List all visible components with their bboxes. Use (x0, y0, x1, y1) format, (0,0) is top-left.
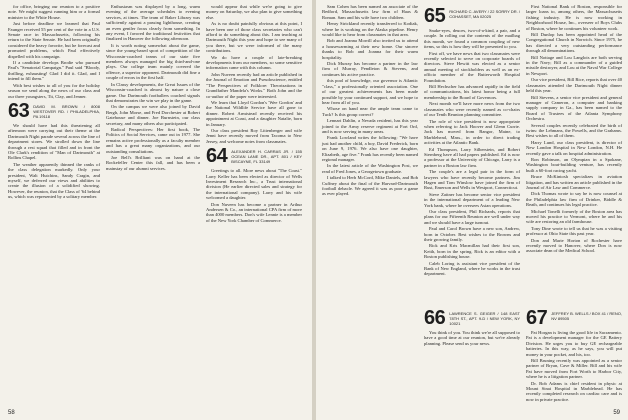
paragraph: Bill Bruning recently was appointed as a senior partner of Bryan, Cave & Miller. Bill and his wife Pat have moved from Fort Worth to Harbor City, where he is a litigation partner. (526, 358, 622, 380)
paragraph: We do have a couple of late-breaking developments from our members, so some sensitive information came with this column. (206, 54, 302, 71)
paragraph: The role of vice president is now appropriate when referring to Jack Hoover and Glenn Currie. Jack has moved from Bangor, Maine, to Marblehead, Mass., in order to direct trading activities at the Atlantic Bank. (424, 118, 520, 146)
class-secretary-address: DAVID M. BROWN / 8008 WESTOVER RD. / PHILADELPHIA, PA 19118 (33, 103, 100, 119)
class-number: 67 (526, 307, 548, 329)
page-number-left: 58 (8, 410, 15, 416)
paragraph: First off, we have news that two classmates were recently selected to serve on corporate boards of directors. Steve Hewitt was elected as a senior annual meeting of stockholders as well as an ex-officio member of the Butterworth Hospital Foundation. (424, 50, 520, 83)
paragraph: Steve Zaitner has become senior vice president in the international department of a leading New York bank, where he oversees Asian operations. (424, 191, 520, 208)
left-page (0, 0, 312, 420)
class-entry-67 (526, 309, 622, 327)
paragraph: Dick Murray has become a partner in the law firm of Murray, Pendleton & Stevens, and continues his active practice. (322, 61, 418, 77)
column-4 (322, 4, 418, 198)
class-number: 66 (424, 307, 446, 329)
paragraph: Several couples recently celebrated the birth of twins: the Lehmans, the Powells, and the Grahams. Best wishes to all of them. (526, 122, 622, 139)
paragraph: First National Bank of Boston, responsible for larger loans to, among others, the Massachusetts fishing industry. He is now working in Neighborhood House, Inc., overseer of Boys Clubs of Boston, where he continues his volunteer work. (526, 4, 622, 31)
paragraph: Bill Dunlop has been appointed head of the Congregational Church in Norwich. Since 1975, he has directed a very outstanding performance through all denominations. (526, 32, 622, 54)
class-number: 64 (206, 145, 228, 168)
paragraph: Bill Nottage and Lou Langlois are both serving in the Navy; Bill as a commander of a guided missile destroyer, and Lou at the Naval War College in Newport. (526, 54, 622, 76)
paragraph: In the latest article of the Washington Post, we read of Fred Jones, a Georgetown graduate. (322, 163, 418, 174)
paragraph: If a candidate develops Brodie who pursued Paul's "Senatorial Campaign." Paul said "Bloody, thrilling, exhausting! Glad I did it. Glad, and I intend to fill them." (8, 60, 100, 82)
paragraph: would appear that while we're going to give money on Saturday, we also plan to give something else. (206, 4, 302, 20)
paragraph: I talked to Herb McCord, Mike Daniels, and Bob Cuffney about the final of the Harvard-Dartmouth football debacle. We agreed it was as poor a game as ever played. (322, 175, 418, 197)
paragraph: In Classy developments, the Great Issues of the Wisconsin-coached is almost by nature a close game. Our Dartmouth footballers coached signals that demonstrates the win we play in the game. (106, 81, 200, 103)
paragraph: Next month we'll have more news from the two classmates who were recently named as co-chairs of our Tenth Reunion planning committee. (424, 101, 520, 118)
paragraph: Sam Cohen has been named an associate of the Bedford, Massachusetts law firm of Haas & Roman. Sam and his wife have two children. (322, 4, 418, 20)
class-entry-64 (206, 145, 302, 168)
column-5 (424, 4, 520, 278)
paragraph: Ron Robinson, an Olympian in a Spokane, Washington boat-building venture, has recently built a 60-foot racing yacht. (526, 156, 622, 173)
paragraph: Snake-eyes, deuces, two-of-a-kind, a pair, and a couple. In rolling out the contents of the mailbag this month, we found a common coupling of new items, so this is how they will be presented to you. (424, 28, 520, 50)
paragraph: this pool of knowledge, our governor is Atlantic "class," a professionally oriented association. One of our greatest achievements has been made possible by your continued support, and we hope to hear from all of you. (322, 78, 418, 105)
paragraph: Our class president Roy Littenberger and wife Jenni have recently moved from Tacoma to New Jersey, and welcome notes from classmates. (206, 127, 302, 144)
class-secretary-address: LAWRENCE S. GEIGER / 148 EAST 78TH ST., APT. 9-D / NEW YORK, NY 10021 (449, 311, 520, 326)
paragraph: Our vice president, Bill Rice, reports that over 40 classmates attended the Dartmouth Night dinner held this year. (526, 77, 622, 94)
column-3 (206, 4, 302, 224)
paragraph: On the campus we were also joined by David Bergh, John Morse, and Fred Dorchester at Robert Gatehouse and dinner. Joe Burnstein, our class secretary, and many others also participated. (106, 104, 200, 126)
paragraph: John Nuveen recently had an article published in the Journal of Emotion and Pseudoscience, entitled "The Perspectives of Folklore: Theorizations in Grandfather Mandela's Works." Both John and the co-author of the paper were interested. (206, 71, 302, 99)
paragraph: Don Nuveen has become a partner in Arthur Andersen & Co., an international CPA firm of more than 4000 members. Don's wife Lennie is a member of the New York Chamber of Commerce. (206, 201, 302, 223)
paragraph: Bill Stevens, a senior vice president and general manager of Cameron, a computer and banking supply company in Ga., has been named to the Board of Trustees of the Atlanta Symphony Orchestra. (526, 94, 622, 122)
paragraph: Lennart Dahlin, a Nevada resident, has this year joined to the Army reserve regiment at Fort Ord, and is now serving in many areas. (322, 118, 418, 134)
column-6-bottom (526, 306, 622, 403)
paragraph: Don and Marie Horton of Rochester have recently moved to Hanover, where Don is now associate dean of the Medical School. (526, 237, 622, 254)
column-1 (8, 4, 100, 201)
paragraph: It is worth noting somewhat about the game, since the young-based sport of competition of the Wisconsin-coached teams of our state five members always managed the big third-and-one plays. Our college team mainly covered the offence, a superior opponent. Dartmouth did fine a couple of errors in the first half. (106, 42, 200, 81)
paragraph: Frank Lowland writes the following: "We have just had another child, a boy, David Frederick, born on June 9, 1976. We also have one daughter, Elizabeth, age five." Frank has recently been named regional manager. (322, 135, 418, 162)
paragraph: Joe Bell's Brilliant was on hand at the Rockefeller Center this fall, and has been a mainstay of our alumni services. (106, 154, 200, 171)
class-secretary-address: ALEXANDER H. CARRAS JR. / 155 OCEAN LANE DR., APT. 801 / KEY BISCAYNE, FL 33149 (231, 149, 302, 164)
paragraph: Paul and Carol Brown have a new son, Andrew, born in October. Best wishes to the Browns and their growing family. (424, 226, 520, 243)
paragraph: Ed Thompson, Larry Silberstein, and Robert Sternberg have all had papers published. Ed is now a professor at the University of Chicago, Larry is a partner in a Boston law firm. (424, 146, 520, 168)
paragraph: You think of you. You think we're all supposed to have a good time at our reunion, but we're already planning. Please send us your news. (424, 330, 520, 346)
paragraph: With best wishes to all of you for the holiday season we send along the news of our class and our three youngsters, Tit, Clay, and Jenner. (8, 82, 100, 99)
paragraph: Radical Perspectives: Her first book, The Politics of Social Services, came out in 1977. She remains active professionally as a faculty member and has a great many organizations, and our outstanding consultations. (106, 126, 200, 154)
paragraph: Bob and Joanna Morrill also invited us to attend a housewarming at their new home. Our sincere thanks to Bob and Joanna for their warm hospitality. (322, 38, 418, 60)
column-6 (526, 4, 622, 255)
class-secretary-address: JEFFREY B. WELLS / BOX 41 / RENO, NV 89505 (551, 311, 622, 321)
paragraph: Bruce McKintosh specializes in aviation litigation, and has written an article published in the Journal of Air Law and Commerce. (526, 174, 622, 190)
class-entry-65 (424, 7, 520, 25)
column-5-bottom (424, 306, 520, 347)
paragraph: We learn that Lloyd Gordon's 'Wee Gordon' and the National Wildlife Service have all gone to dinner. Robert Armistead recently received his appointment at Coast, and a daughter Natalie, born in January. (206, 99, 302, 127)
paragraph: Tony Dine wrote to tell us that he was a visiting professor at Ohio State this past year. (526, 225, 622, 237)
paragraph: As is no doubt painfully obvious at this point, I have been one of those class secretaries who can't afford to do something about this. I am teaching at Dartmouth Night this year and hope to see many of you there, but we were informed of the many contributions. (206, 21, 302, 54)
paragraph: Harry Lund, our class president, is director of New London Hospital in New London, N.H. He recently gave a talk on hospital administration. (526, 139, 622, 156)
paragraph: The weather apparently thinned the ranks of the class delegation markedly. Only your president, Walt Hutchins, Sandy Cragin, and myself, we deferred our views and abilities to create the illusion of a solidified showing. However, the reunion, that the Class of '64 behind us, which was represented by a solitary member. (8, 161, 100, 200)
class-number: 63 (8, 99, 30, 122)
paragraph: Whose on hand near the ample team came to Tuck? Is this group correct? (322, 106, 418, 117)
paragraph: Greetings to all. More news about "The Coast." Larry Keller has been elected as director of Wells Investment Research Inc., a Trust international division (He earlier directed sales and strategy for the international company). Larry and his wife welcomed a daughter. (206, 168, 302, 201)
class-number: 65 (424, 5, 446, 27)
paragraph: Our class president, Phil Richards, reports that plans for our Fifteenth Reunion are well under way and we should have a large turnout. (424, 209, 520, 225)
column-2 (106, 4, 200, 172)
paragraph: Michael Tonelli formerly of the Boston area has moved his practice to Vermont, where he and his wife are restoring an old farmhouse. (526, 208, 622, 225)
paragraph: Dr. Bob Adams is chief resident in physic at Mount Sinai Hospital in Marblehead. He has recently completed research on cardiac care and is now in private practice. (526, 380, 622, 402)
class-entry-63 (8, 99, 100, 122)
paragraph: Dick Thomas wrote to say he is now counsel at the Philadelphia law firm of Drinker, Biddle & Reath, and continues his legal practice. (526, 191, 622, 208)
paragraph: Rick and Kris Macmillan had their first son, Keith, born in the spring. Rick is an editor with a Boston publishing house. (424, 243, 520, 260)
right-page (316, 0, 628, 420)
paragraph: Enthusiasm was displayed by a long, warm evening of the average schedules to evening services, at times. The team of Baker Library was sufficiently against a passing lighthouse, creating an even gentler focus clearly from something. In any event, I favored the traditional festivities that finalized in Hanover the following afternoon. (106, 4, 200, 42)
class-secretary-address: RICHARD C. AVERY / 22 SORRY DR. / COHASSET, MA 02025 (449, 9, 520, 19)
paragraph: Just before deadline we learned that Paul Faunger received 55 per cent of the vote in a U.S. Senate race in Massachusetts, following his return to the State Senate. He had been originally considered the heavy favorite, but he forecast and promoted problems, which Paul effectively dispelled with his campaign. (8, 21, 100, 59)
paragraph: The couple's are a legal pair in the form of lawyers who have recently become partners. Jim Hagen and Tom Winslow have joined the firm of Rust, Emerson and Wells in Westport, Connecticut. (424, 169, 520, 191)
paragraph: Caleb Loring is assistant vice president of the Bank of New England, where he works in the trust department. (424, 260, 520, 277)
paragraph: Bill Hechscher has advanced rapidly in the field of communications, his latest honor being a full membership to the Board of Governors. (424, 84, 520, 100)
paragraph: Henry Strickland recently transferred to Kodiak, where he is working on the Alaska pipeline. Henry would like to hear from classmates in that area. (322, 21, 418, 38)
paragraph: for office, bringing our reunion to a positive note. We might suggest running him or a formal minister to the White House. (8, 4, 100, 20)
class-entry-66 (424, 309, 520, 327)
page-number-right: 59 (613, 410, 620, 416)
paragraph: We should have had this threatening all afternoon were carrying out their theme at the Dartmouth Night parade several across the line of department stores. We strolled down the line through a rest squad that filled and in front the Ole Clark's rendition of "Man of Dartmouth" at Rollins Chapel. (8, 122, 100, 161)
paragraph: Pat Horgan is living the good life in Sacramento. Pat is a development manager for the GE Battery Division. He urges you to buy GE rechargeable batteries. In this way, as he says, you will put money in your pocket, and his, too. (526, 330, 622, 357)
